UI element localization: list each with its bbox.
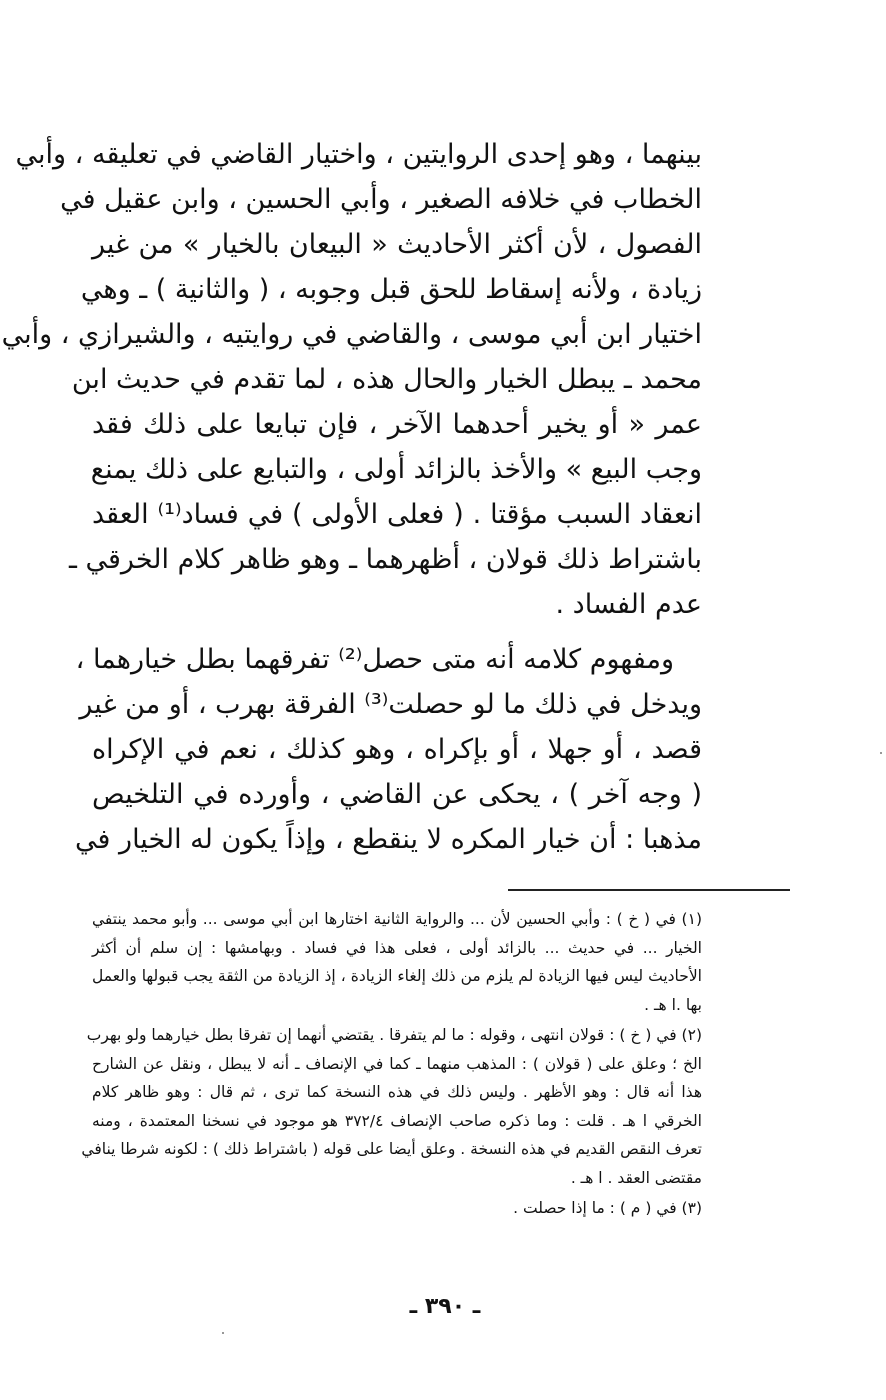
text-line: بينهما ، وهو إحدى الروايتين ، واختيار القاضي في تعليقه ، وأبي — [15, 139, 702, 170]
footnote-2-line: مقتضى العقد . ا هـ . — [570, 1168, 702, 1187]
text-line: انعقاد السبب مؤقتا . ( فعلى الأولى ) في فساد⁽¹⁾ العقد — [92, 499, 702, 530]
footnote-1-line: بها .ا هـ . — [644, 995, 702, 1014]
footnote-2-line: هذا أنه قال : وهو الأظهر . وليس ذلك في هذه النسخة كما ترى ، ثم قال : وهو ظاهر كلام — [92, 1083, 702, 1101]
text-line: محمد ـ يبطل الخيار والحال هذه ، لما تقدم في حديث ابن — [71, 364, 702, 395]
footnote-1-line: الخيار ... في حديث ... بالزائد أولى ، فعلى هذا في فساد . وبهامشها : إن سلم أن أكثر — [92, 938, 702, 957]
footnote-2-line: الخرقي ا هـ . قلت : وما ذكره صاحب الإنصاف ٣٧٢/٤ هو موجود في نسخنا المعتمدة ، ومنه — [92, 1111, 702, 1130]
footnote-1-line: الأحاديث ليس فيها الزيادة لم يلزم من ذلك إلغاء الزيادة ، إذ الزيادة من الثقة يجب قبولها والعمل — [92, 967, 702, 985]
text-line: ( وجه آخر ) ، يحكى عن القاضي ، وأورده في التلخيص — [92, 779, 702, 810]
text-line: الفصول ، لأن أكثر الأحاديث « البيعان بالخيار » من غير — [92, 229, 702, 260]
text-line: اختيار ابن أبي موسى ، والقاضي في روايتيه ، والشيرازي ، وأبي — [1, 319, 702, 350]
footnote-3-line: (٣) في ( م ) : ما إذا حصلت . — [513, 1199, 702, 1217]
text-line: قصد ، أو جهلا ، أو بإكراه ، وهو كذلك ، نعم في الإكراه — [92, 734, 702, 765]
footnote-separator — [508, 889, 790, 891]
scan-speck — [222, 1332, 224, 1334]
text-line: زيادة ، ولأنه إسقاط للحق قبل وجوبه ، ( والثانية ) ـ وهي — [80, 274, 702, 305]
text-line: باشتراط ذلك قولان ، أظهرهما ـ وهو ظاهر كلام الخرقي ـ — [69, 544, 702, 575]
footnote-2-line: (٢) في ( خ ) : قولان انتهى ، وقوله : ما لم يتفرقا . يقتضي أنهما إن تفرقا بطل خيارهما ولو بهرب — [86, 1026, 702, 1044]
text-line: مذهبا : أن خيار المكره لا ينقطع ، وإذاً يكون له الخيار في — [75, 824, 702, 855]
footnote-2-line: تعرف النقص القديم في هذه النسخة . وعلق أيضا على قوله ( باشتراط ذلك ) : لكونه شرطا ينافي — [81, 1140, 702, 1158]
text-line: ومفهوم كلامه أنه متى حصل⁽²⁾ تفرقهما بطل خيارهما ، — [75, 644, 674, 675]
footnote-2-line: الخ ؛ وعلق على ( قولان ) : المذهب منهما ـ كما في الإنصاف ـ أنه لا يبطل ، ونقل عن الشارح — [92, 1054, 702, 1073]
footnotes — [81, 905, 702, 1223]
footnote-1-line: (١) في ( خ ) : وأبي الحسين لأن ... والرواية الثانية اختارها ابن أبي موسى ... وأبو محمد ينتفي — [92, 910, 702, 928]
text-line: عمر « أو يخير أحدهما الآخر ، فإن تبايعا على ذلك فقد — [92, 409, 702, 440]
text-line: ويدخل في ذلك ما لو حصلت⁽³⁾ الفرقة بهرب ، أو من غير — [79, 689, 702, 720]
text-line: وجب البيع » والأخذ بالزائد أولى ، والتبايع على ذلك يمنع — [90, 454, 702, 485]
page-number: ـ ٣٩٠ ـ — [409, 1294, 481, 1319]
text-line: الخطاب في خلافه الصغير ، وأبي الحسين ، وابن عقيل في — [60, 184, 702, 215]
main-text — [1, 132, 702, 862]
scan-speck — [880, 752, 882, 754]
text-line: عدم الفساد . — [555, 589, 702, 620]
